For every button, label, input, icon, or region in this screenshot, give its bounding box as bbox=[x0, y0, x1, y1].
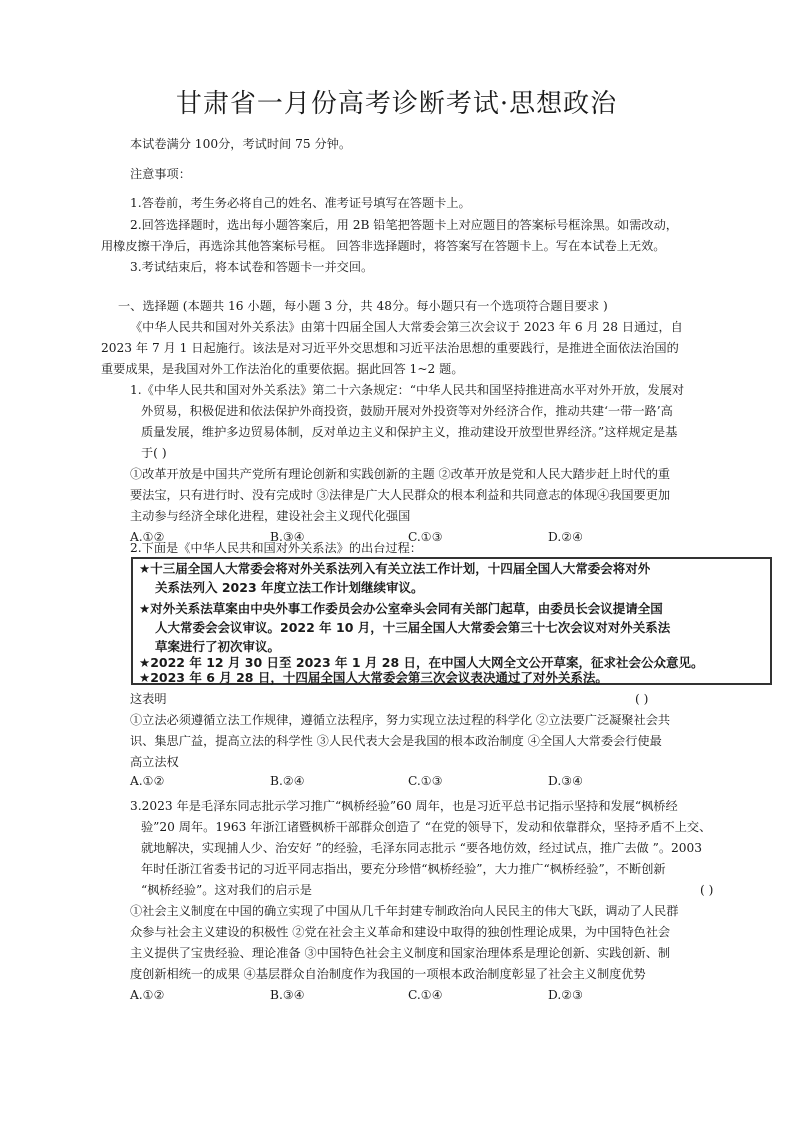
q3-statements-4: 度创新相统一的成果 ④基层群众自治制度作为我国的一项根本政治制度彰显了社会主义制度优势 bbox=[130, 967, 646, 981]
q3-stem-3: 就地解决，实现捕人少、治安好 ”的经验，毛泽东同志批示 “要各地仿效，经过试点，推广去做 ”。2003 bbox=[141, 841, 703, 855]
q3-statements-2: 众参与社会主义建设的积极性 ②党在社会主义革命和建设中取得的独创性理论成果，为中国特色社会 bbox=[130, 925, 671, 939]
q2-stem: 2.下面是《中华人民共和国对外关系法》的出台过程： bbox=[130, 541, 422, 555]
q2-answer-paren: ( ) bbox=[635, 692, 649, 706]
score-line: 本试卷满分 100分，考试时间 75 分钟。 bbox=[130, 137, 352, 151]
q3-option-a[interactable]: A.①② bbox=[130, 988, 165, 1002]
q3-option-b[interactable]: B.③④ bbox=[270, 988, 305, 1002]
notice-item-1: 1.答卷前，考生务必将自己的姓名、准考证号填写在答题卡上。 bbox=[130, 196, 471, 210]
notice-item-3: 3.考试结束后，将本试卷和答题卡一并交回。 bbox=[130, 260, 374, 274]
q3-option-c[interactable]: C.①④ bbox=[408, 988, 443, 1002]
q3-option-d[interactable]: D.②③ bbox=[548, 988, 584, 1002]
q2-statements-3: 高立法权 bbox=[130, 755, 179, 769]
q1-statements-2: 要法宝，只有进行时、没有完成时 ③法律是广大人民群众的根本利益和共同意志的体现④我国要更加 bbox=[130, 488, 671, 502]
q2-box-line-6: ★2022 年 12 月 30 日至 2023 年 1 月 28 日，在中国人大网全文公开草案，征求社会公众意见。 bbox=[139, 655, 704, 670]
q2-option-b[interactable]: B.②④ bbox=[270, 774, 305, 788]
q1-stem-1: 1.《中华人民共和国对外关系法》第二十六条规定：“中华人民共和国坚持推进高水平对外开放，发展对 bbox=[130, 383, 685, 397]
q2-statements-2: 识、集思广益，提高立法的科学性 ③人民代表大会是我国的根本政治制度 ④全国人大常委会行使最 bbox=[130, 734, 662, 748]
q3-stem-2: 验”20 周年。1963 年浙江诸暨枫桥干部群众创造了 “在党的领导下，发动和依靠群众，坚持矛盾不上交、 bbox=[141, 820, 712, 834]
material-line-3: 重要成果，是我国对外工作法治化的重要依据。据此回答 1~2 题。 bbox=[101, 362, 464, 376]
notice-item-2: 2.回答选择题时，选出每小题答案后，用 2B 铅笔把答题卡上对应题目的答案标号框涂黑。如需改动， bbox=[130, 218, 678, 232]
q2-option-a[interactable]: A.①② bbox=[130, 774, 165, 788]
q1-option-c[interactable]: C.①③ bbox=[408, 530, 443, 544]
q2-box-line-5: 草案进行了初次审议。 bbox=[155, 639, 281, 654]
q3-statements-1: ①社会主义制度在中国的确立实现了中国从几千年封建专制政治向人民民主的伟大飞跃，调动了人民群 bbox=[130, 904, 679, 918]
q2-process-box bbox=[131, 557, 772, 685]
q3-stem-5: “枫桥经验”。这对我们的启示是 bbox=[141, 883, 312, 897]
q2-option-c[interactable]: C.①③ bbox=[408, 774, 443, 788]
q1-statements-1: ①改革开放是中国共产党所有理论创新和实践创新的主题 ②改革开放是党和人民大踏步赶上时代的重 bbox=[130, 467, 671, 481]
q1-stem-2: 外贸易，积极促进和依法保护外商投资，鼓励开展对外投资等对外经济合作，推动共建‘一带一路’高 bbox=[141, 404, 673, 418]
q1-statements-3: 主动参与经济全球化进程，建设社会主义现代化强国 bbox=[130, 509, 411, 523]
q2-box-line-7: ★2023 年 6 月 28 日，十四届全国人大常委会第三次会议表决通过了对外关系法。 bbox=[139, 670, 608, 685]
page-title: 甘肃省一月份高考诊断考试·思想政治 bbox=[175, 89, 618, 119]
q1-option-d[interactable]: D.②④ bbox=[548, 530, 584, 544]
material-line-2: 2023 年 7 月 1 日起施行。该法是对习近平外交思想和习近平法治思想的重要践行，是推进全面依法治国的 bbox=[101, 341, 679, 355]
q2-statements-1: ①立法必须遵循立法工作规律，遵循立法程序，努力实现立法过程的科学化 ②立法要广泛凝聚社会共 bbox=[130, 713, 671, 727]
q2-option-d[interactable]: D.③④ bbox=[548, 774, 584, 788]
q2-box-line-4: 人大常委会会议审议。2022 年 10 月，十三届全国人大常委会第三十七次会议对对外关系法 bbox=[155, 620, 671, 635]
q3-stem-4: 年时任浙江省委书记的习近平同志指出，要充分珍惜“枫桥经验”，大力推广“枫桥经验”，不断创新 bbox=[141, 862, 666, 876]
q1-option-a[interactable]: A.①② bbox=[130, 530, 165, 544]
q3-statements-3: 主义提供了宝贵经验、理论准备 ③中国特色社会主义制度和国家治理体系是理论创新、实践创新、制 bbox=[130, 946, 671, 960]
q2-box-line-3: ★对外关系法草案由中央外事工作委员会办公室牵头会同有关部门起草，由委员长会议提请全国 bbox=[139, 601, 663, 616]
section-heading: 一、选择题 (本题共 16 小题，每小题 3 分，共 48分。每小题只有一个选项符合题目要求 ) bbox=[118, 299, 608, 313]
q2-shows: 这表明 bbox=[130, 692, 167, 706]
q1-stem-3: 质量发展，维护多边贸易体制，反对单边主义和保护主义，推动建设开放型世界经济。”这样规定是基 bbox=[141, 425, 678, 439]
notice-title: 注意事项： bbox=[130, 167, 191, 181]
q1-option-b[interactable]: B.③④ bbox=[270, 530, 305, 544]
q1-stem-4: 于( ) bbox=[141, 446, 167, 460]
q3-stem-1: 3.2023 年是毛泽东同志批示学习推广“枫桥经验”60 周年，也是习近平总书记指示坚持和发展“枫桥经 bbox=[130, 799, 678, 813]
q3-answer-paren: ( ) bbox=[700, 883, 714, 897]
q2-box-line-2: 关系法列入 2023 年度立法工作计划继续审议。 bbox=[155, 580, 424, 595]
material-line-1: 《中华人民共和国对外关系法》由第十四届全国人大常委会第三次会议于 2023 年 6 月 28 日通过，自 bbox=[130, 320, 683, 334]
q2-box-line-1: ★十三届全国人大常委会将对外关系法列入有关立法工作计划，十四届全国人大常委会将对外 bbox=[139, 561, 651, 576]
notice-item-2-cont: 用橡皮擦干净后，再选涂其他答案标号框。 回答非选择题时，将答案写在答题卡上。写在本试卷上无效。 bbox=[101, 239, 666, 253]
